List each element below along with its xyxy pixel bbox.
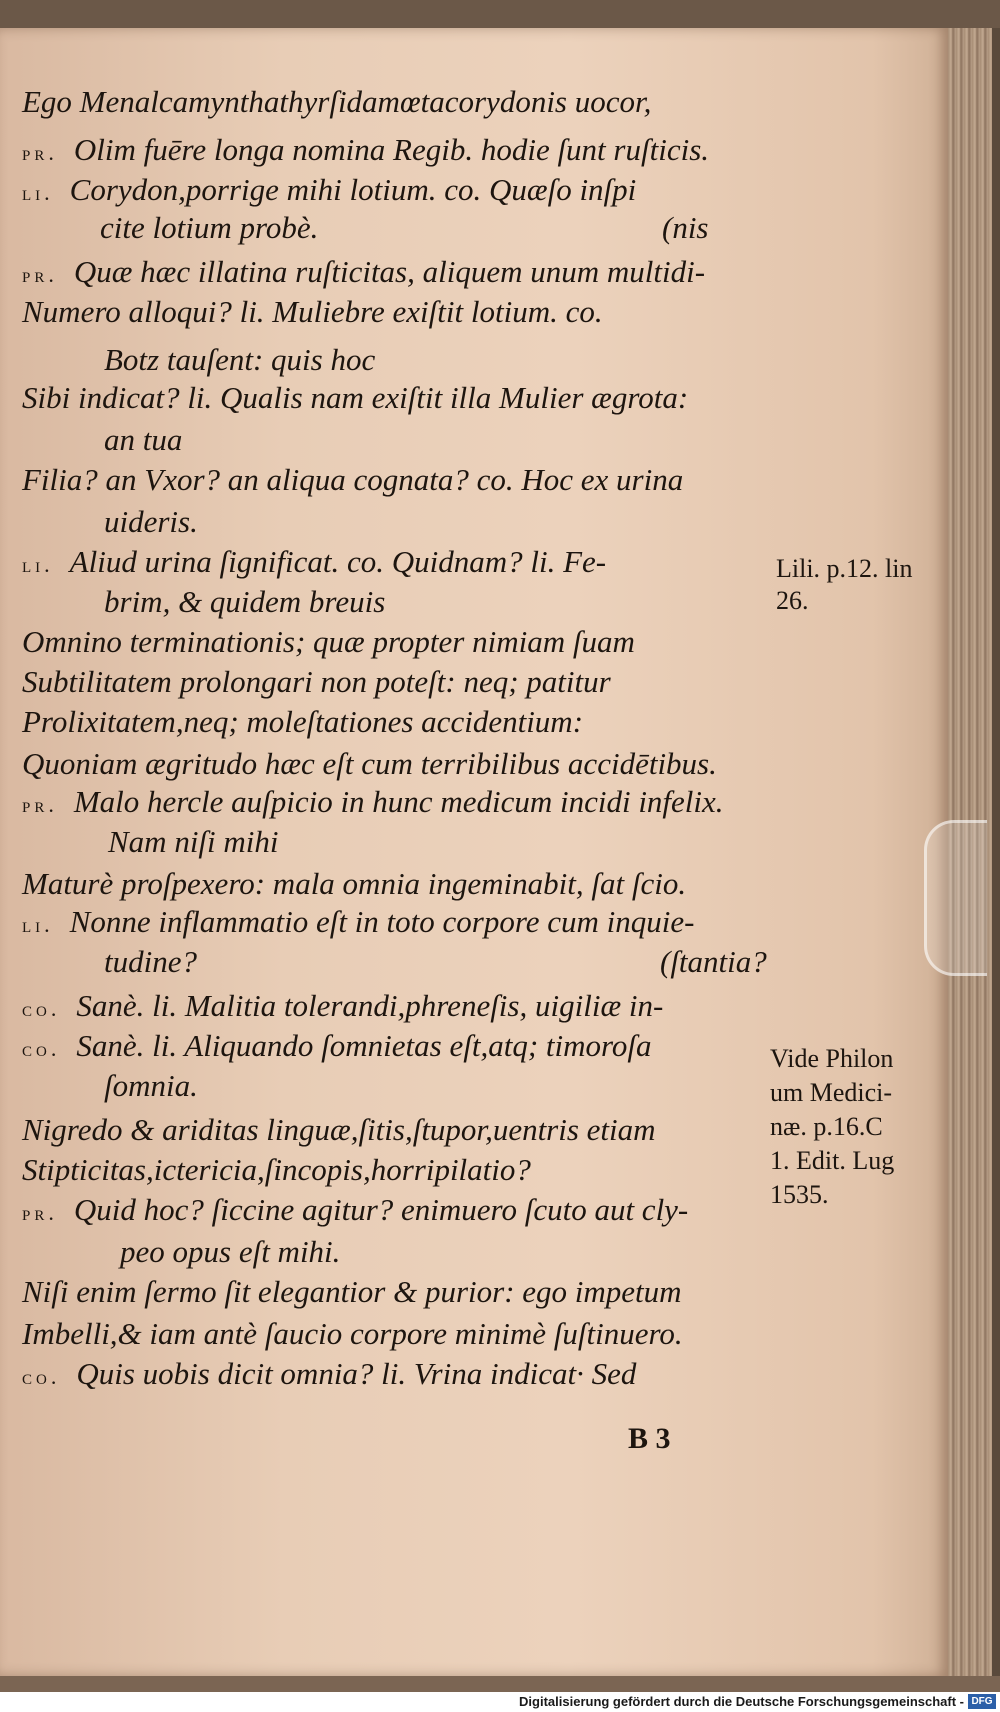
text-line [22, 988, 663, 1027]
margin-note: Lili. p.12. lin [776, 554, 913, 583]
line-text: Filia? an Vxor? an aliqua cognata? co. Hoc ex urina [22, 462, 684, 497]
text-line [104, 504, 198, 540]
speaker-label: li. [22, 180, 54, 205]
speaker-label: pr. [22, 1200, 58, 1225]
text-line [108, 824, 279, 860]
line-text: Prolixitatem,neq; moleſtationes accidentium: [22, 704, 584, 739]
speaker-label: pr. [22, 140, 58, 165]
line-text: Sanè. li. Malitia tolerandi,phreneſis, uigiliæ in- [76, 988, 664, 1023]
speaker-label: co. [22, 1036, 61, 1061]
speaker-label: co. [22, 996, 61, 1021]
text-line [660, 944, 767, 980]
binding-top [0, 0, 1000, 28]
text-line [22, 1028, 652, 1067]
text-line [104, 422, 182, 458]
text-line [22, 294, 603, 330]
speaker-label: pr. [22, 262, 58, 287]
text-line [22, 1192, 688, 1231]
binding-bottom [0, 1676, 1000, 1692]
text-line [120, 1234, 340, 1270]
line-text: tudine? [104, 944, 197, 979]
line-text: Quoniam ægritudo hæc eſt cum terribilibus accidētibus. [22, 746, 717, 781]
text-line [104, 944, 197, 980]
text-line [22, 380, 688, 416]
line-text: cite lotium probè. [100, 210, 319, 245]
signature-mark: B 3 [628, 1422, 671, 1455]
text-line [22, 1152, 531, 1188]
line-text: Maturè proſpexero: mala omnia ingeminabit, ſat ſcio. [22, 866, 687, 901]
line-text: Quæ hæc illatina ruſticitas, aliquem unum multidi- [73, 254, 706, 289]
line-text: Omnino terminationis; quæ propter nimiam ſuam [22, 624, 635, 659]
line-text: Aliud urina ſignificat. co. Quidnam? li. Fe- [69, 544, 607, 579]
text-line [22, 904, 694, 943]
line-text: brim, & quidem breuis [104, 584, 386, 619]
margin-note: næ. p.16.C [770, 1112, 883, 1141]
text-line [22, 866, 686, 902]
text-line [22, 1316, 683, 1352]
line-text: peo opus eſt mihi. [120, 1234, 341, 1269]
line-text: Numero alloqui? li. Muliebre exiſtit lotium. co. [22, 294, 603, 329]
text-line [22, 132, 709, 171]
line-text: Nam niſi mihi [108, 824, 279, 859]
speaker-label: co. [22, 1364, 61, 1389]
line-text: Subtilitatem prolongari non poteſt: neq; patitur [22, 664, 611, 699]
footer-text: Digitalisierung gefördert durch die Deutsche Forschungsgemeinschaft - [519, 1694, 964, 1709]
line-text: Imbelli,& iam antè ſaucio corpore minimè ſuſtinuero. [22, 1316, 683, 1351]
line-text: uideris. [104, 504, 198, 539]
text-line [22, 1274, 682, 1310]
text-line [22, 254, 705, 293]
margin-note: um Medici- [770, 1078, 893, 1107]
line-text: ſomnia. [104, 1068, 198, 1103]
speaker-label: li. [22, 912, 54, 937]
line-text: Corydon,porrige mihi lotium. co. Quæſo inſpi [69, 172, 637, 207]
speaker-label: pr. [22, 792, 58, 817]
line-text: Olim fuēre longa nomina Regib. hodie ſunt ruſticis. [73, 132, 710, 167]
text-line [662, 210, 709, 246]
text-line [104, 342, 375, 378]
text-line [22, 624, 635, 660]
line-text: Quis uobis dicit omnia? li. Vrina indicat· Sed [76, 1356, 637, 1391]
text-line [104, 584, 385, 620]
line-text: Sibi indicat? li. Qualis nam exiſtit illa Mulier ægrota: [22, 380, 689, 415]
text-line [22, 1112, 656, 1148]
line-text: Ego Menalcamynthathyrſidamœtacorydonis uocor, [22, 84, 652, 119]
margin-note: 1535. [770, 1180, 829, 1209]
footer-bar [0, 1692, 1000, 1712]
line-text: Niſi enim ſermo ſit elegantior & purior: ego impetum [22, 1274, 682, 1309]
speaker-label: li. [22, 552, 54, 577]
text-line [22, 172, 636, 211]
text-line [22, 784, 724, 823]
text-line [22, 704, 583, 740]
text-line [22, 664, 611, 700]
text-line [22, 462, 683, 498]
margin-note: 1. Edit. Lug [770, 1146, 895, 1175]
line-text: Botz tauſent: quis hoc [104, 342, 376, 377]
page-clip [924, 820, 987, 976]
line-text: (ſtantia? [660, 944, 767, 979]
line-text: Stipticitas,ictericia,ſincopis,horripilatio? [22, 1152, 531, 1187]
line-text: (nis [662, 210, 709, 245]
dfg-logo: DFG [968, 1694, 996, 1709]
line-text: Nonne inflammatio eſt in toto corpore cum inquie- [69, 904, 695, 939]
line-text: Nigredo & ariditas linguæ,ſitis,ſtupor,uentris etiam [22, 1112, 656, 1147]
line-text: Sanè. li. Aliquando ſomnietas eſt,atq; timoroſa [76, 1028, 652, 1063]
text-line [22, 544, 606, 583]
line-text: an tua [104, 422, 183, 457]
margin-note: 26. [776, 586, 809, 615]
text-line [22, 1356, 636, 1395]
text-line [22, 746, 717, 782]
text-line [22, 84, 651, 120]
line-text: Quid hoc? ſiccine agitur? enimuero ſcuto aut cly- [73, 1192, 689, 1227]
text-line [104, 1068, 198, 1104]
margin-note: Vide Philon [770, 1044, 894, 1073]
text-line [100, 210, 318, 246]
line-text: Malo hercle auſpicio in hunc medicum incidi infelix. [73, 784, 724, 819]
